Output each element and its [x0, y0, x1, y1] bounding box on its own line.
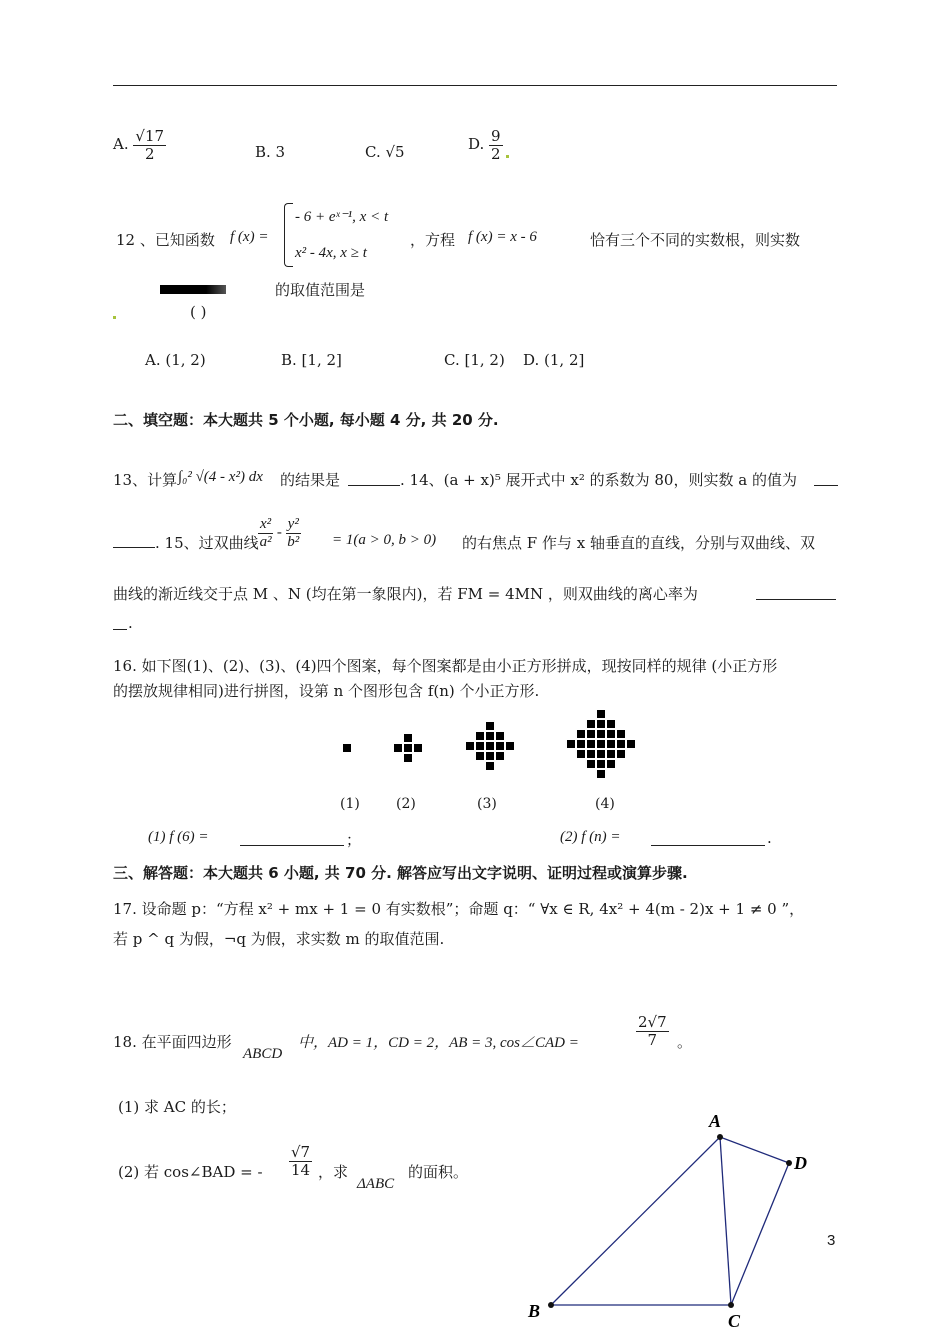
q15-line2: 曲线的渐近线交于点 M 、N (均在第一象限内)，若 FM = 4MN ，则双曲线的离心率为: [113, 585, 698, 603]
pattern-caption-3: (3): [477, 796, 497, 812]
pattern-4-square: [597, 740, 605, 748]
q18-fraction: $\frac{2√7}{7}$: [638, 1013, 667, 1049]
pattern-4-square: [597, 710, 605, 718]
pattern-4-square: [567, 740, 575, 748]
q15-condition: = 1(a > 0, b > 0): [332, 532, 437, 548]
label-d: D: [794, 1153, 807, 1173]
q16-blank-2: [651, 845, 765, 846]
q15-hyperbola: $\frac{\text{x²}}{\text{a²}}$ - $\frac{\text{y²}}{\text{b²}}$: [259, 516, 300, 550]
q15-blank: [756, 599, 836, 600]
q15-rest: 的右焦点 F 作与 x 轴垂直的直线，分别与双曲线、双: [462, 534, 815, 552]
pattern-2-square: [394, 744, 402, 752]
section-3-heading: 三、解答题：本大题共 6 小题, 共 70 分. 解答应写出文字说明、证明过程或演算步骤.: [113, 864, 688, 882]
pattern-3-square: [466, 742, 474, 750]
label-b: B: [528, 1301, 541, 1321]
pattern-1-square: [343, 744, 351, 752]
q12-option-a: A. (1, 2): [145, 351, 206, 369]
pattern-4-square: [617, 730, 625, 738]
pattern-4-square: [587, 740, 595, 748]
q18-sub2-fraction: $\frac{√7}{14}$: [291, 1143, 311, 1179]
pattern-3-square: [486, 732, 494, 740]
q12-mid: ，方程: [410, 231, 456, 249]
q14-blank: [814, 485, 838, 486]
q12-line2: 的取值范围是: [275, 281, 366, 299]
pattern-4-square: [607, 730, 615, 738]
vertex-c: [728, 1302, 734, 1308]
q18-abcd: ABCD: [243, 1046, 283, 1062]
q12-paren: ( ): [190, 303, 207, 321]
q16-line2: 的摆放规律相同)进行拼图，设第 n 个图形包含 f(n) 个小正方形.: [113, 682, 540, 700]
pattern-caption-1: (1): [340, 796, 360, 812]
q16-blank-1: [240, 845, 344, 846]
q16-dot: .: [767, 829, 772, 847]
pattern-2-square: [404, 744, 412, 752]
q16-line1: 16. 如下图(1)、(2)、(3)、(4)四个图案，每个图案都是由小正方形拼成，现按同样的规律 (小正方形: [113, 657, 778, 675]
figure-edges: [551, 1137, 789, 1305]
q15-lead: . 15、过双曲线: [155, 534, 259, 552]
top-rule: [113, 85, 837, 86]
stray-mark: [113, 316, 116, 319]
pattern-4-square: [577, 740, 585, 748]
vertex-d: [786, 1160, 792, 1166]
q14-blank-cont: [113, 547, 155, 548]
pattern-2-square: [414, 744, 422, 752]
q16-sub1: (1) f (6) =: [148, 829, 209, 845]
q12-brace: [284, 203, 293, 267]
q12-fx: f (x) =: [230, 229, 269, 245]
q16-sub2: (2) f (n) =: [560, 829, 621, 845]
pattern-4-square: [607, 750, 615, 758]
q12-equation: f (x) = x - 6: [468, 229, 537, 245]
q17-line2: 若 p ^ q 为假，¬q 为假，求实数 m 的取值范围.: [113, 930, 445, 948]
q13-rest: 的结果是: [280, 471, 341, 489]
pattern-4-square: [577, 730, 585, 738]
pattern-3-square: [476, 732, 484, 740]
q11-option-b: B. 3: [255, 143, 286, 161]
q13-integral: ∫₀² √(4 - x²) dx: [178, 469, 263, 485]
quadrilateral-figure: [520, 1100, 820, 1330]
edge-dc: [731, 1163, 789, 1305]
q15-line3: .: [128, 614, 133, 632]
label-a: A: [709, 1111, 722, 1131]
pattern-4-square: [587, 730, 595, 738]
q11-option-a: A. $\frac{√17}{2}$: [113, 127, 165, 163]
pattern-4-square: [607, 720, 615, 728]
q11-option-c: C. √5: [365, 143, 405, 161]
redacted-variable: [160, 285, 226, 294]
q12-option-c: C. [1, 2): [444, 351, 505, 369]
q12-option-d: D. (1, 2]: [523, 351, 585, 369]
pattern-4-square: [617, 740, 625, 748]
pattern-4-square: [607, 740, 615, 748]
pattern-2-square: [404, 734, 412, 742]
q11-a-fraction: $\frac{√17}{2}$: [135, 127, 165, 163]
pattern-3-square: [496, 742, 504, 750]
q11-option-d: D. $\frac{9}{2}$: [468, 127, 501, 163]
q12-option-b: B. [1, 2]: [281, 351, 342, 369]
pattern-2-square: [404, 754, 412, 762]
q12-case-1: - 6 + eˣ⁻¹, x < t: [295, 209, 389, 225]
pattern-3-square: [496, 732, 504, 740]
q11-d-fraction: $\frac{9}{2}$: [491, 127, 501, 163]
pattern-4-square: [597, 720, 605, 728]
vertex-a: [717, 1134, 723, 1140]
edge-ac: [720, 1137, 731, 1305]
pattern-3-square: [486, 722, 494, 730]
q18-given: 中，AD = 1，CD = 2，AB = 3, cos∠CAD =: [298, 1035, 579, 1051]
page-number: 3: [827, 1232, 836, 1249]
pattern-4-square: [617, 750, 625, 758]
pattern-3-square: [506, 742, 514, 750]
q12-tail: 恰有三个不同的实数根，则实数: [590, 231, 801, 249]
q18-sub1: (1) 求 AC 的长；: [118, 1098, 236, 1116]
pattern-3-square: [486, 752, 494, 760]
pattern-4-square: [597, 750, 605, 758]
pattern-caption-2: (2): [396, 796, 416, 812]
q14-text: . 14、(a + x)⁵ 展开式中 x² 的系数为 80，则实数 a 的值为: [400, 471, 797, 489]
q15-blank-cont: [113, 629, 127, 630]
edge-ab: [551, 1137, 720, 1305]
vertex-b: [548, 1302, 554, 1308]
q12-case-2: x² - 4x, x ≥ t: [295, 245, 367, 261]
pattern-4-square: [577, 750, 585, 758]
pattern-3-square: [486, 762, 494, 770]
pattern-3-square: [476, 752, 484, 760]
pattern-3-square: [496, 752, 504, 760]
q13-lead: 13、计算: [113, 471, 178, 489]
q17-line1: 17. 设命题 p：“方程 x² + mx + 1 = 0 有实数根”；命题 q：“ ∀x ∈ R, 4x² + 4(m - 2)x + 1 ≠ 0 ”，: [113, 900, 805, 918]
q18-end: 。: [677, 1033, 693, 1051]
pattern-3-square: [476, 742, 484, 750]
pattern-4-square: [597, 730, 605, 738]
q18-sub2-mid: ，求: [318, 1163, 349, 1181]
q16-semicolon: ；: [346, 831, 362, 849]
q18-sub2-end: 的面积。: [408, 1163, 469, 1181]
pattern-4-square: [627, 740, 635, 748]
pattern-4-square: [587, 720, 595, 728]
stray-mark: [506, 155, 509, 158]
pattern-caption-4: (4): [595, 796, 615, 812]
q18-lead: 18. 在平面四边形: [113, 1033, 232, 1051]
pattern-4-square: [597, 770, 605, 778]
label-c: C: [728, 1311, 741, 1330]
section-2-heading: 二、填空题：本大题共 5 个小题, 每小题 4 分, 共 20 分.: [113, 411, 499, 429]
q18-triangle: ΔABC: [357, 1176, 395, 1192]
q18-sub2: (2) 若 cos∠BAD = -: [118, 1163, 263, 1181]
q12-lead: 12 、已知函数: [116, 231, 215, 249]
pattern-4-square: [607, 760, 615, 768]
pattern-4-square: [597, 760, 605, 768]
pattern-4-square: [587, 760, 595, 768]
q13-blank: [348, 485, 400, 486]
pattern-3-square: [486, 742, 494, 750]
edge-ad: [720, 1137, 789, 1163]
pattern-4-square: [587, 750, 595, 758]
